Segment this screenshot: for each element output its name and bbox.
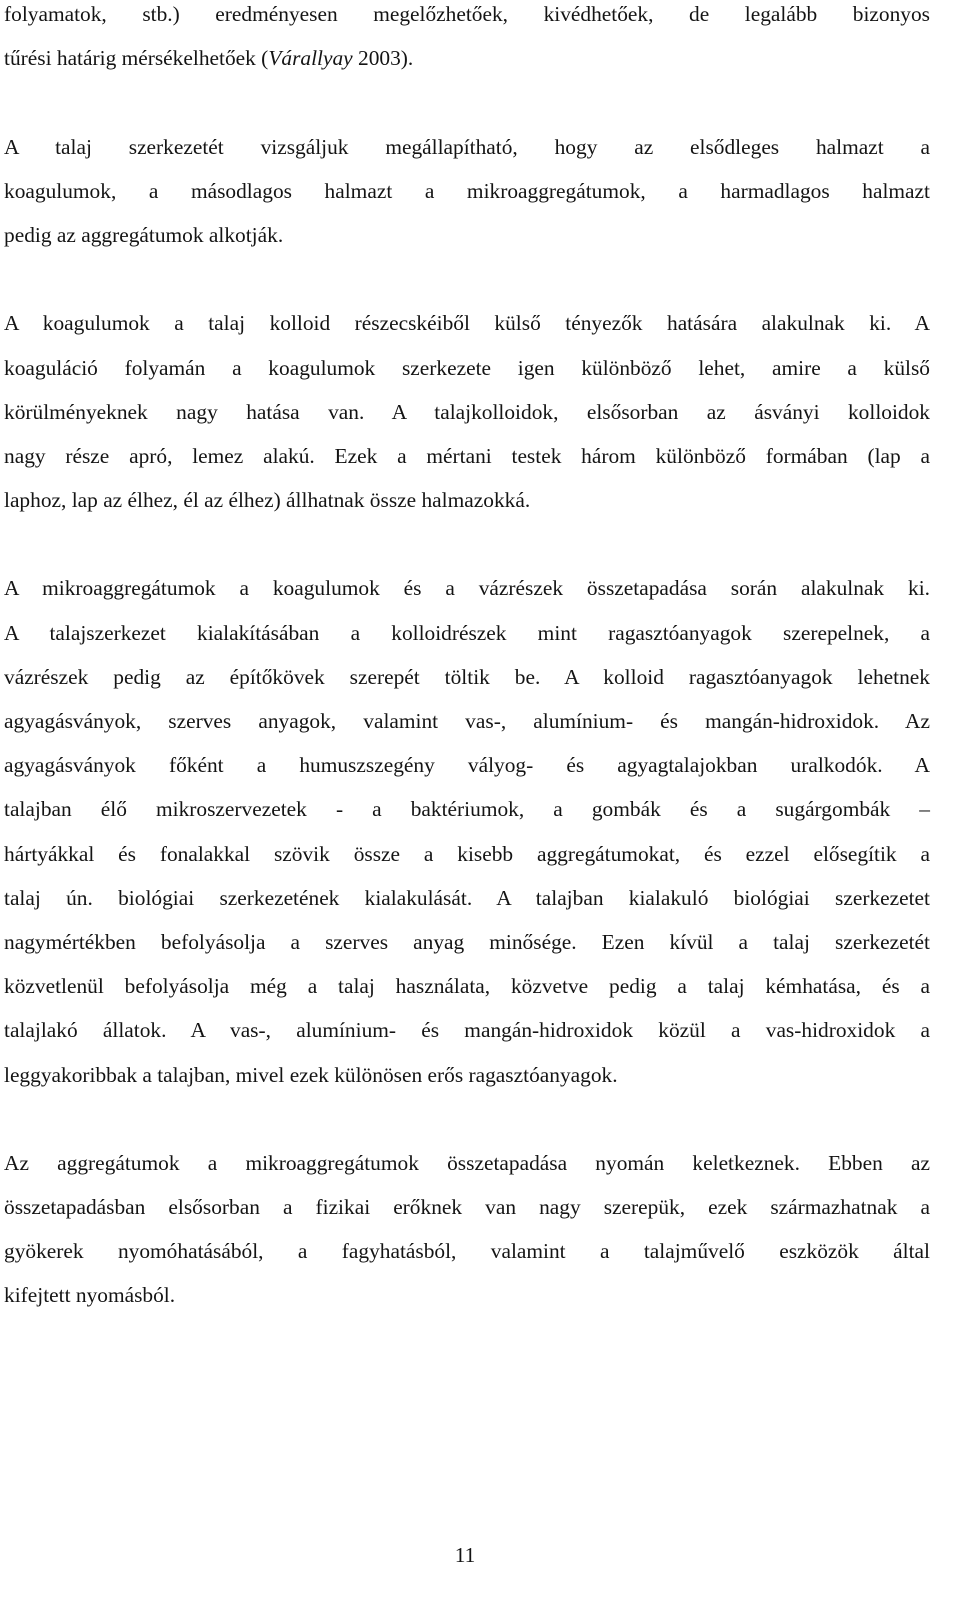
- text-line: közvetlenül befolyásolja még a talaj használata, közvetve pedig a talaj kémhatása, és a: [4, 974, 930, 999]
- text-line: vázrészek pedig az építőkövek szerepét töltik be. A kolloid ragasztóanyagok lehetnek: [4, 664, 930, 689]
- paragraph-1: [4, 0, 930, 80]
- paragraph-gap: [4, 1097, 930, 1141]
- text-line: A koagulumok a talaj kolloid részecskéiből külső tényezők hatására alakulnak ki. A: [4, 311, 930, 336]
- text-line: tűrési határig mérsékelhetőek (Várallyay 2003).: [4, 46, 414, 71]
- text-line: összetapadásban elsősorban a fizikai erőknek van nagy szerepük, ezek származhatnak a: [4, 1195, 930, 1220]
- paragraph-gap: [4, 80, 930, 124]
- document-body: [4, 0, 930, 1318]
- paragraph-gap: [4, 522, 930, 566]
- page-number: 11: [454, 1543, 476, 1567]
- text-line: A talaj szerkezetét vizsgáljuk megállapítható, hogy az elsődleges halmazt a: [4, 134, 930, 159]
- text-line: folyamatok, stb.) eredményesen megelőzhetőek, kivédhetőek, de legalább bizonyos: [4, 2, 930, 26]
- text-line: nagymértékben befolyásolja a szerves anyag minősége. Ezen kívül a talaj szerkezetét: [4, 929, 930, 954]
- text-line: agyagásványok főként a humuszszegény vályog- és agyagtalajokban uralkodók. A: [4, 753, 930, 778]
- text-line: hártyákkal és fonalakkal szövik össze a kisebb aggregátumokat, és ezzel elősegítik a: [4, 841, 930, 866]
- paragraph-3: [4, 301, 930, 522]
- text-line: talajlakó állatok. A vas-, alumínium- és mangán-hidroxidok közül a vas-hidroxidok a: [4, 1018, 930, 1043]
- text-line: kifejtett nyomásból.: [4, 1283, 176, 1308]
- text-line: talaj ún. biológiai szerkezetének kialakulását. A talajban kialakuló biológiai szerkezetet: [4, 885, 930, 910]
- text-line: leggyakoribbak a talajban, mivel ezek különösen erős ragasztóanyagok.: [4, 1062, 618, 1087]
- text-line: Az aggregátumok a mikroaggregátumok összetapadása nyomán keletkeznek. Ebben az: [4, 1150, 930, 1175]
- paragraph-5: [4, 1141, 930, 1318]
- text-line: agyagásványok, szerves anyagok, valamint vas-, alumínium- és mangán-hidroxidok. Az: [4, 709, 930, 733]
- text-line: körülményeknek nagy hatása van. A talajkolloidok, elsősorban az ásványi kolloidok: [4, 399, 930, 424]
- text-line: pedig az aggregátumok alkotják.: [4, 222, 284, 247]
- paragraph-2: [4, 125, 930, 258]
- citation-author: Várallyay: [268, 46, 353, 71]
- text-line: koagulumok, a másodlagos halmazt a mikroaggregátumok, a harmadlagos halmazt: [4, 178, 930, 203]
- text-line: koaguláció folyamán a koagulumok szerkezete igen különböző lehet, amire a külső: [4, 355, 930, 380]
- text-line: talajban élő mikroszervezetek - a baktériumok, a gombák és a sugárgombák –: [4, 797, 930, 822]
- text-line: nagy része apró, lemez alakú. Ezek a mértani testek három különböző formában (lap a: [4, 443, 930, 468]
- text-line: A mikroaggregátumok a koagulumok és a vázrészek összetapadása során alakulnak ki.: [4, 576, 930, 601]
- text-line: A talajszerkezet kialakításában a kolloidrészek mint ragasztóanyagok szerepelnek, a: [4, 620, 930, 645]
- paragraph-4: [4, 566, 930, 1096]
- paragraph-gap: [4, 257, 930, 301]
- text-line: laphoz, lap az élhez, él az élhez) állhatnak össze halmazokká.: [4, 488, 531, 513]
- text-line: gyökerek nyomóhatásából, a fagyhatásból, valamint a talajművelő eszközök által: [4, 1239, 930, 1264]
